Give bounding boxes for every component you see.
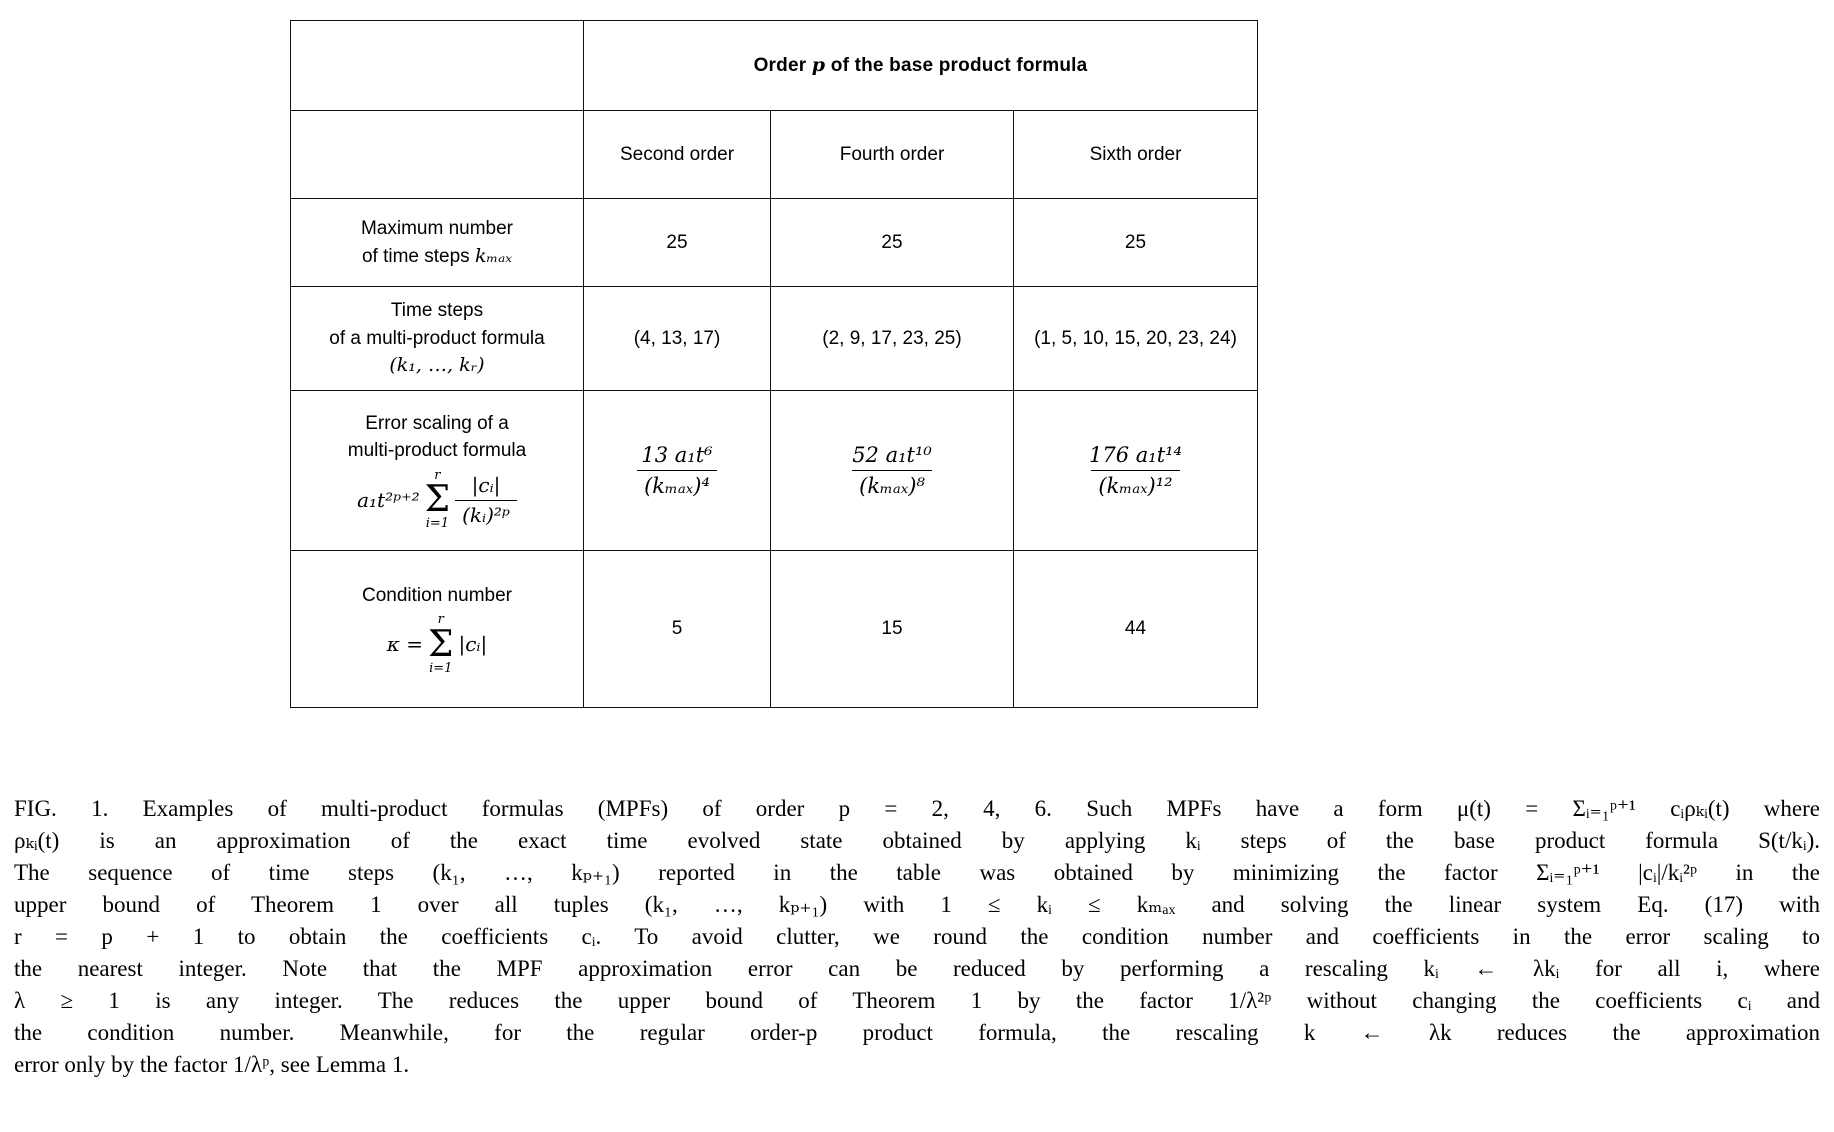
kmax-symbol: kₘₐₓ — [474, 244, 513, 267]
error-scaling-sixth-order — [1014, 391, 1258, 551]
figure-caption — [14, 793, 1820, 1081]
fraction-denominator: (kᵢ)²ᵖ — [455, 500, 517, 527]
table-title-cell — [584, 21, 1258, 111]
error-scaling-second-order — [584, 391, 771, 551]
sum-upper-limit: r — [437, 612, 444, 628]
table-title-row — [291, 21, 1258, 111]
column-header-second-order: Second order — [584, 111, 771, 199]
caption-line: error only by the factor 1/λᵖ, see Lemma 1. — [14, 1052, 410, 1077]
condition-number-second-order: 5 — [584, 551, 771, 708]
label-line: Time steps — [390, 300, 484, 322]
row-label-condition-number — [291, 551, 584, 708]
fraction-numerator: |cᵢ| — [471, 472, 501, 497]
error-fraction — [634, 443, 719, 498]
label-line: Condition number — [362, 584, 512, 606]
kmax-value-fourth-order: 25 — [771, 199, 1014, 287]
row-max-time-steps — [291, 199, 1258, 287]
summation-symbol — [428, 613, 453, 676]
condition-number-sixth-order: 44 — [1014, 551, 1258, 708]
kmax-value-second-order: 25 — [584, 199, 771, 287]
label-line: of a multi-product formula — [329, 327, 545, 349]
formula-fraction — [455, 474, 517, 527]
fraction-denominator: (kₘₐₓ)⁸ — [852, 470, 932, 498]
label-line — [295, 243, 579, 271]
sum-lower-limit: i=1 — [429, 660, 453, 676]
column-header-fourth-order: Fourth order — [771, 111, 1014, 199]
label-text: of time steps — [361, 245, 475, 267]
corner-empty-cell — [291, 21, 584, 111]
caption-line: the nearest integer. Note that the MPF approximation error can be reduced by performing a rescaling kᵢ ← λkᵢ for all i, where — [14, 956, 1820, 981]
caption-line: FIG. 1. Examples of multi-product formulas (MPFs) of order p = 2, 4, 6. Such MPFs have a form μ(t) = Σᵢ₌₁ᵖ⁺¹ cᵢρₖᵢ(t) where — [14, 796, 1820, 821]
error-fraction — [845, 443, 939, 498]
condition-number-fourth-order: 15 — [771, 551, 1014, 708]
sum-lower-limit: i=1 — [425, 516, 450, 532]
time-steps-sixth-order: (1, 5, 10, 15, 20, 23, 24) — [1014, 287, 1258, 391]
caption-line: ρₖᵢ(t) is an approximation of the exact time evolved state obtained by applying kᵢ steps of the base product formula S(t/kᵢ). — [14, 828, 1820, 853]
column-header-row — [291, 111, 1258, 199]
kmax-value-sixth-order: 25 — [1014, 199, 1258, 287]
row-time-steps — [291, 287, 1258, 391]
caption-line: λ ≥ 1 is any integer. The reduces the upper bound of Theorem 1 by the factor 1/λ²ᵖ without changing the coefficients cᵢ and — [14, 988, 1820, 1013]
error-scaling-formula — [295, 469, 579, 532]
row-label-empty-cell — [291, 111, 584, 199]
table-title-var-p: p — [811, 53, 826, 76]
caption-line: r = p + 1 to obtain the coefficients cᵢ. To avoid clutter, we round the condition number and coefficients in the error scaling to — [14, 924, 1820, 949]
time-steps-second-order: (4, 13, 17) — [584, 287, 771, 391]
row-label-time-steps — [291, 287, 584, 391]
summation-symbol — [425, 469, 450, 532]
label-line: multi-product formula — [347, 440, 527, 462]
fraction-numerator: 13 a₁t⁶ — [641, 442, 713, 467]
fraction-denominator: (kₘₐₓ)¹² — [1091, 470, 1179, 498]
fraction-numerator: 176 a₁t¹⁴ — [1089, 442, 1182, 467]
formula-prefix: a₁t²ᵖ⁺² — [357, 487, 420, 512]
mpf-table — [290, 20, 1258, 708]
caption-line: The sequence of time steps (k₁, …, kₚ₊₁) reported in the table was obtained by minimizing the factor Σᵢ₌₁ᵖ⁺¹ |cᵢ|/kᵢ²ᵖ in the — [14, 860, 1820, 885]
fraction-denominator: (kₘₐₓ)⁴ — [637, 470, 717, 498]
row-condition-number — [291, 551, 1258, 708]
sigma-glyph: Σ — [424, 478, 451, 520]
column-header-sixth-order: Sixth order — [1014, 111, 1258, 199]
condition-number-formula — [295, 613, 579, 676]
label-line: Maximum number — [360, 217, 514, 239]
caption-line: the condition number. Meanwhile, for the regular order-p product formula, the rescaling k ← λk reduces the approximation — [14, 1020, 1820, 1045]
row-error-scaling — [291, 391, 1258, 551]
table-title-text-post: of the base product formula — [825, 54, 1088, 76]
error-scaling-fourth-order — [771, 391, 1014, 551]
caption-line: upper bound of Theorem 1 over all tuples (k₁, …, kₚ₊₁) with 1 ≤ kᵢ ≤ kₘₐₓ and solving the linear system Eq. (17) with — [14, 892, 1820, 917]
sum-upper-limit: r — [434, 467, 441, 483]
sigma-glyph: Σ — [428, 623, 454, 665]
row-label-max-time-steps — [291, 199, 584, 287]
formula-prefix: κ = — [386, 632, 424, 657]
table-title-text-pre: Order — [753, 54, 812, 76]
fraction-numerator: 52 a₁t¹⁰ — [852, 442, 932, 467]
error-fraction — [1082, 443, 1189, 498]
label-line: Error scaling of a — [365, 412, 509, 434]
formula-suffix: |cᵢ| — [458, 632, 488, 657]
time-steps-tuple-symbol: (k₁, …, kᵣ) — [389, 354, 485, 377]
time-steps-fourth-order: (2, 9, 17, 23, 25) — [771, 287, 1014, 391]
row-label-error-scaling — [291, 391, 584, 551]
